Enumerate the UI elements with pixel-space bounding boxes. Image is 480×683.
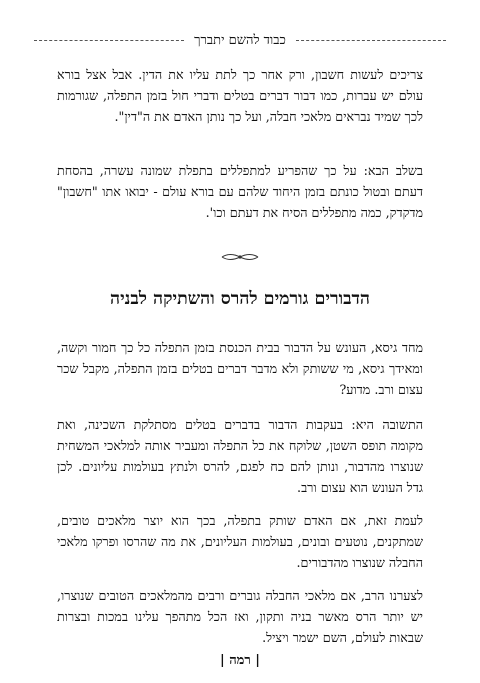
ornament-divider-icon [220, 250, 260, 264]
paragraph-1: צריכים לעשות חשבון, ורק אחר כך לתת עליו את הדין. אבל אצל בורא עולם יש עברות, כמו דבור דברים בטלים ודברי חול בזמן התפלה, שגורמות לכך שמיד נבראים מלאכי חבלה, ועל כך נותן האדם את ה"דין". [57, 67, 423, 124]
paragraph-4: התשובה היא: בעקבות הדבור בדברים בטלים מסתלקת השכינה, ואת מקומה תופס השטן, שלוקח את כל התפלה ומעביר אותה למלאכי המשחית שנוצרו מהדבור, ונותן להם כח לפגם, להרס ולנתץ בעולמות עליונים. לכן גדל העונש הוא עצום ורב. [57, 417, 423, 495]
running-header [34, 30, 446, 50]
section-title: הדבורים גורמים להרס והשתיקה לבניה [110, 289, 370, 309]
header-rule-left [34, 40, 184, 41]
header-rule-right [296, 40, 446, 41]
paragraph-6: לצערנו הרב, אם מלאכי החבלה גוברים ורבים מהמלאכים הטובים שנוצרו, יש יותר הרס מאשר בניה ותקון, ואז הכל מתהפך עלינו במכות ובצרות שבאות לעולם, השם ישמר ויציל. [57, 588, 423, 645]
running-header-title: כבוד להשם יתברך [194, 33, 286, 48]
paragraph-3: מחד גיסא, העונש על הדבור בבית הכנסת בזמן התפלה כל כך חמור וקשה, ומאידך גיסא, מי ששותק ולא מדבר דברים בטלים בזמן התפלה, מקבל שכר עצום ורב. מדוע? [57, 340, 423, 397]
page-footer: | רמה | [219, 653, 261, 668]
paragraph-5: לעמת זאת, אם האדם שותק בתפלה, בכך הוא יוצר מלאכים טובים, שמתקנים, נוטעים ובונים, בעולמות העליונים, את מה שהרסו ופרקו מלאכי החבלה שנוצרו מהדבורים. [57, 513, 423, 570]
paragraph-2: בשלב הבא: על כך שהפריע למתפללים בתפלת שמונה עשרה, בהסחת דעתם ובטול כונתם בזמן היחוד שלהם עם בורא עולם - יבואו אתו "חשבון" מדקדק, כמה מתפללים הסיח את דעתם וכו'. [57, 163, 423, 220]
